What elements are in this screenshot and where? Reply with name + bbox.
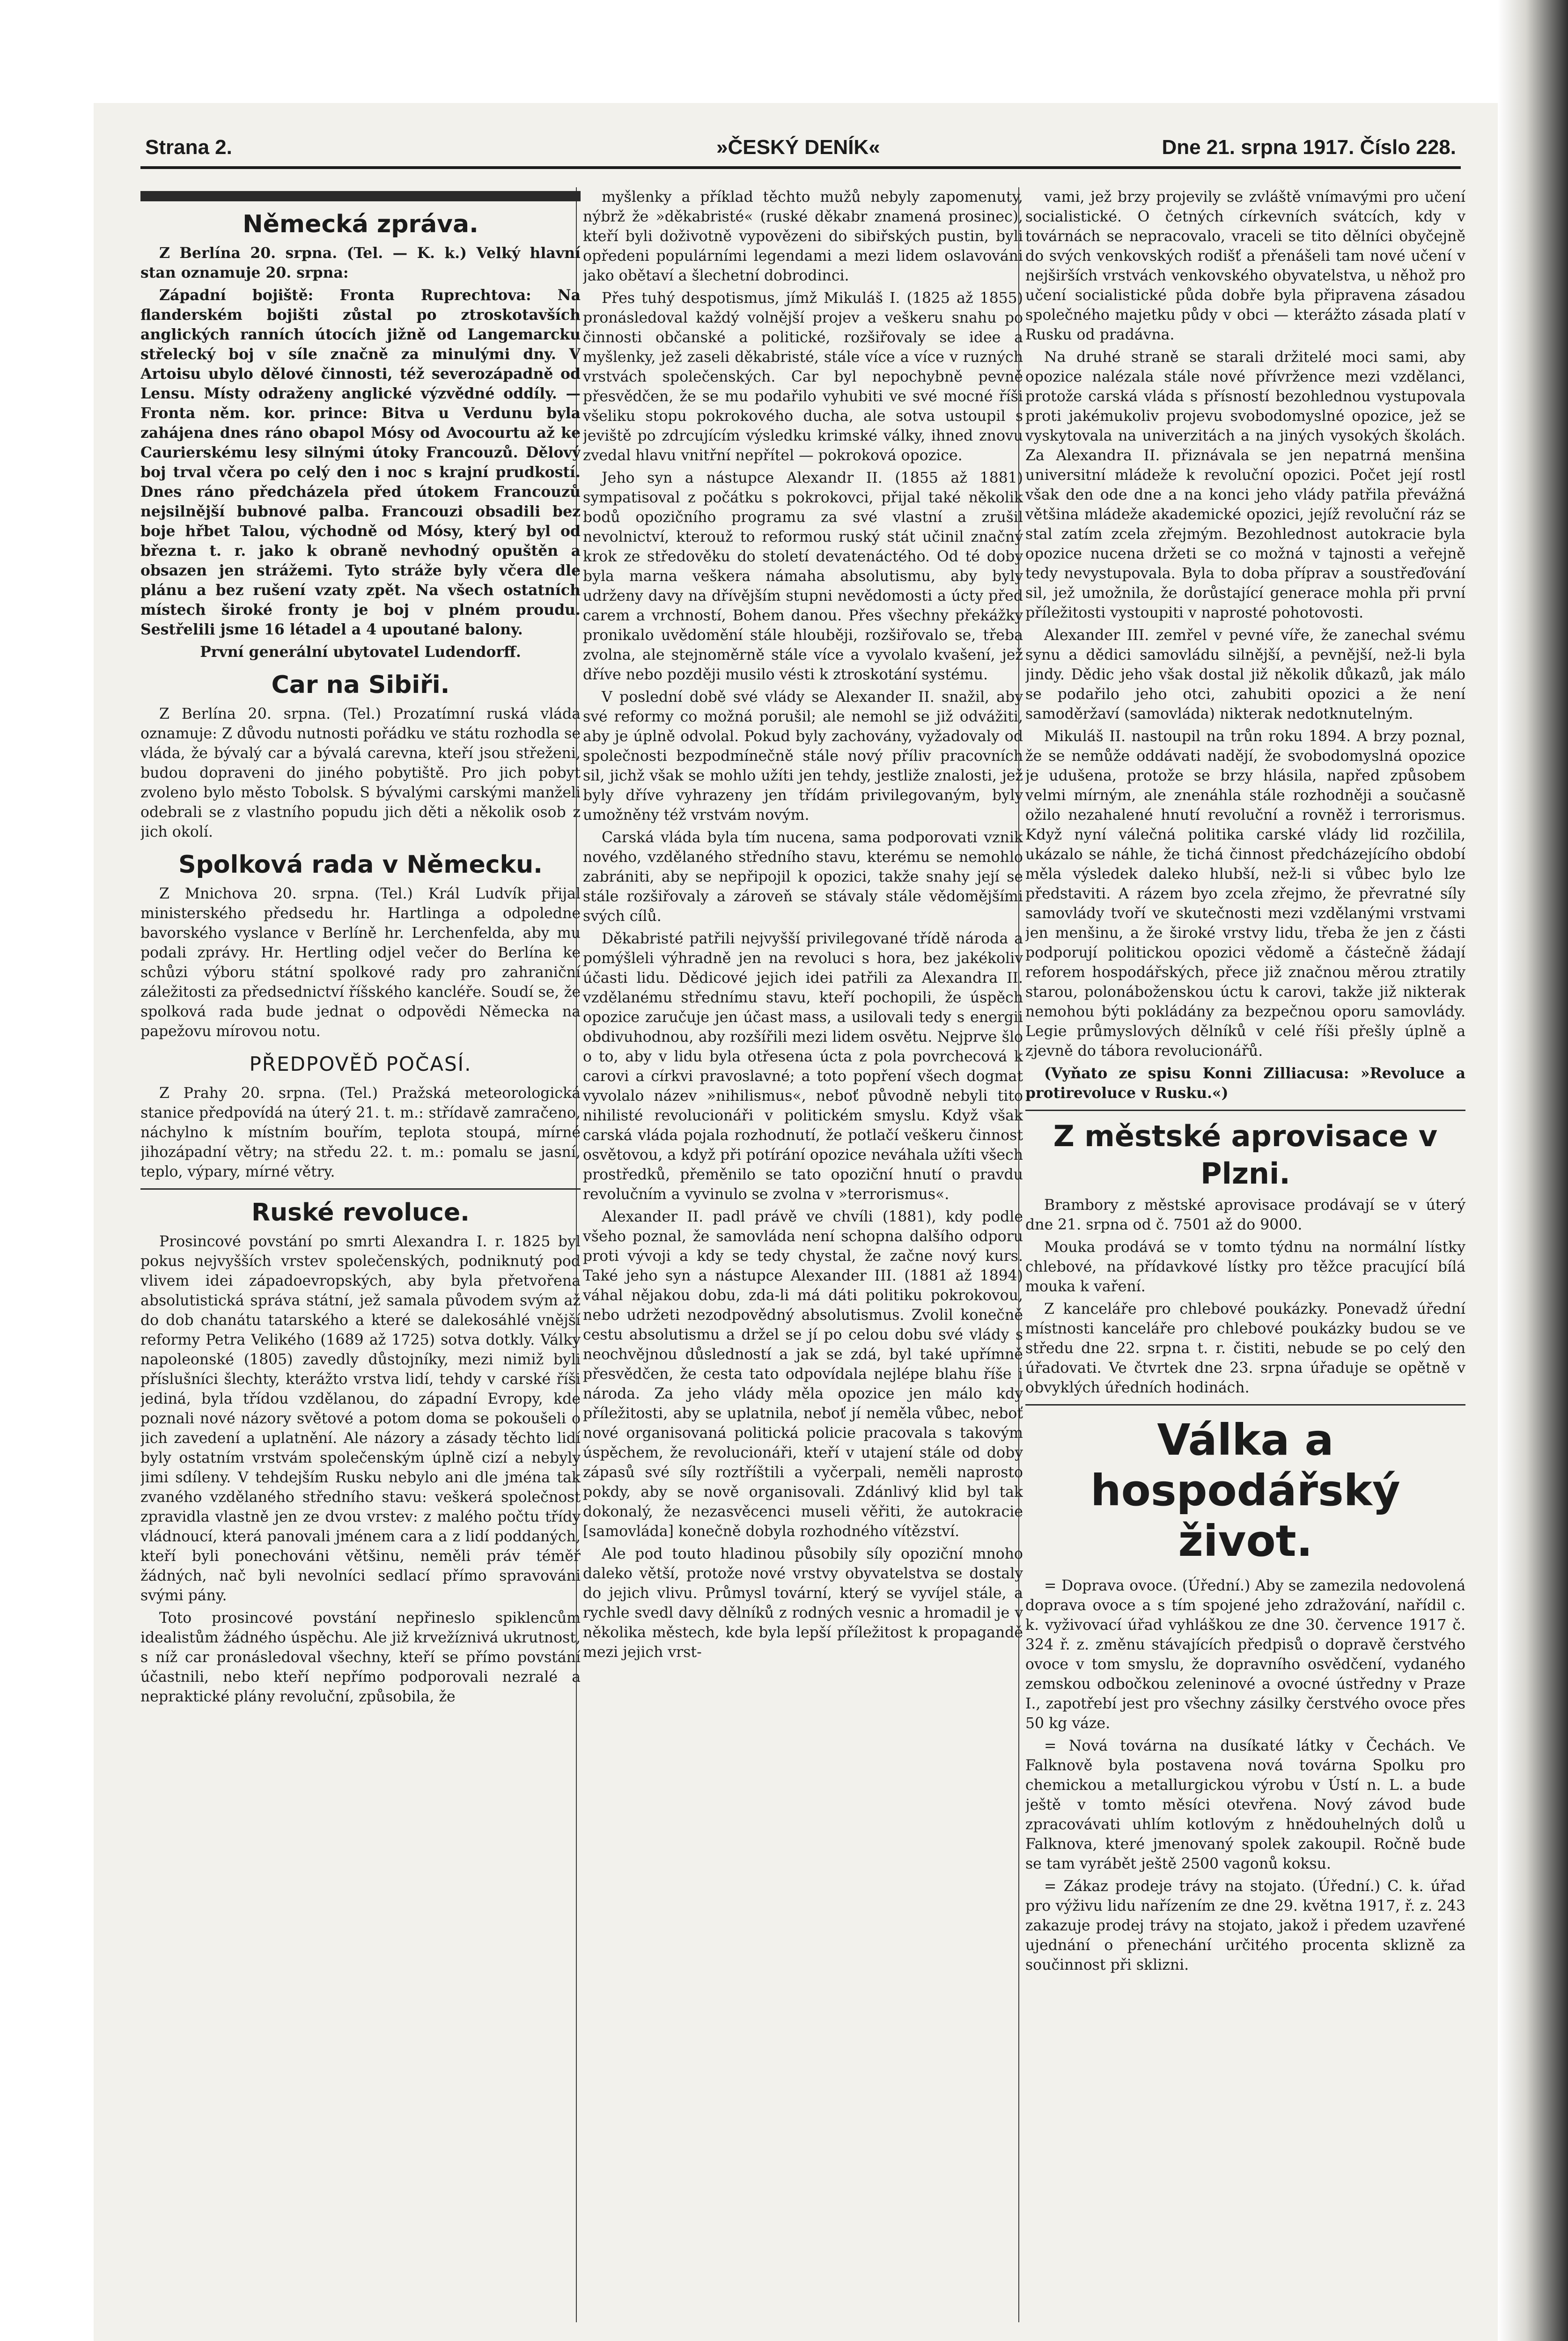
section-title: Car na Sibiři. [271,671,450,699]
column-2 [583,187,1023,2322]
section-title: Z městské aprovisace v Plzni. [1053,1119,1438,1191]
paragraph: vami, jež brzy projevily se zvláště vnímavými pro učení socialistické. O četných církevních svátcích, kdy v továrnách se nepracovalo, vraceli se tito dělníci obyčejně do svých venkovských rodišť a přenášeli tam nové učení v nejširších vrstvách venkovského obyvatelstva, u něhož pro učení socialistické půda dobře byla připravena zásadou společného majetku půdy v obci — kterážto zásada platí v Rusku od pradávna. [1025,189,1465,343]
paragraph: Z kanceláře pro chlebové poukázky. Ponevadž úřední místnosti kanceláře pro chlebové poukázky budou se ve středu dne 22. srpna t. r. čistiti, nebude se po celý den úřadovati. Ve čtvrtek dne 23. srpna úřaduje se opětně v obvyklých úředních hodinách. [1025,1301,1465,1396]
page-number: Strana 2. [145,136,232,159]
section-title: Ruské revoluce. [251,1199,470,1227]
divider [1025,1110,1465,1111]
signature: První generální ubytovatel Ludendorff. [200,643,521,661]
paragraph: Alexander II. padl právě ve chvíli (1881), kdy podle všeho poznal, že samovláda není schopna dalšího odporu proti vývoji a kdy se tedy chystal, že začne nový kurs. Také jeho syn a nástupce Alexander III. (1881 až 1894) váhal nějakou dobu, zda-li má dáti politiku pokrokovou, nebo udržeti nezodpovědný absolutismus. Zvolil konečně cestu absolutismu a držel se jí po celou dobu své vlády s neochvějnou důsledností a jak se zdá, byl také upřímně přesvědčen, že cesta tato odpovídala nejlépe blahu říše i národa. Za jeho vlády měla opozice jen málo kdy příležitosti, aby se uplatnila, neboť jí neměla vůbec, neboť nové organisovaná politická policie pracovala s takovým úspěchem, že revolucionáři, kteří v utajení stále od doby zápasů své síly roztříštili a vyčerpali, neměli naprosto pokdy, aby se nově organisovali. Zdánlivý klid byl tak dokonalý, že nezasvěcenci museli věřiti, že autokracie [samovláda] konečně dobyla rozhodného vítězství. [583,1208,1023,1540]
column-1 [140,187,581,2322]
paragraph: = Nová továrna na dusíkaté látky v Čechách. Ve Falknově byla postavena nová továrna Spolku pro chemickou a metallurgickou výrobu v Ústí n. L. a bude ještě v tomto měsíci otevřena. Nový závod bude zpracovávati uhlím kotlovým z hnědouhelných dolů u Falknova, které jmenovaný spolek zakoupil. Ročně bude se tam vyrábět ještě 2500 vagonů koksu. [1025,1737,1465,1872]
section-title: Německá zpráva. [243,210,478,238]
paragraph: Alexander III. zemřel v pevné víře, že zanechal svému synu a dědici samovládu silnější, a pevnější, než-li byla jindy. Dědic jeho však dostal již několik důkazů, jak málo se podařilo jeho otci, zahubiti opozici a že není samoděržaví (samovláda) nikterak nedotknutelným. [1025,627,1465,722]
paragraph: myšlenky a příklad těchto mužů nebyly zapomenuty, nýbrž že »děkabristé« (ruské děkabr znamená prosinec), kteří byli doživotně vypovězeni do sibiřských pustin, byli opředeni populárními legendami a mezi lidem oslavováni jako obětaví a šlechetní dobrodinci. [583,189,1023,284]
paragraph: Děkabristé patřili nejvyšší privilegované třídě národa a pomýšleli výhradně jen na revoluci s hora, bez jakékoliv účasti lidu. Dědicové jejich idei patřili za Alexandra II. vzdělanému střednímu stavu, kteří pochopili, že úspěch opozice zaručuje jen účast mass, a usilovali tedy s energii obdivuhodnou, aby rozšířili mezi lidem osvětu. Nejprve šlo o to, aby v lidu byla otřesena úcta z pola povrchecová k carovi a církvi pravoslavné; a toto popření všech dogmat vyvolalo název »nihilismus«, neboť původně nebyli tito nihilisté revolucionáři v politickém smyslu. Když však carská vláda pojala rozhodnutí, že potlačí veškeru činnost osvětovou, a když při potírání opozice neváhala užíti všech prostředků, přeměnilo se tato opoziční hnutí o pravdu revolučním a vyvinulo se zvolna v »terrorismus«. [583,930,1023,1203]
section-title: PŘEDPOVĚĎ POČASÍ. [249,1053,472,1075]
paragraph: Mouka prodává se v tomto týdnu na normální lístky chlebové, na přídavkové lístky pro těžce pracující bílá mouka k vaření. [1025,1239,1465,1295]
newspaper-page [94,103,1498,2341]
paragraph: Ale pod touto hladinou působily síly opoziční mnoho daleko větší, protože nové vrstvy obyvatelstva se dostaly do jejich vlivu. Průmysl tovární, který se vyvíjel stále, a rychle svedl davy dělníků z rodných vesnic a hromadil je v několika městech, kde byla lepší příležitost k propagandě mezi jejich vrst- [583,1546,1023,1661]
paragraph: Toto prosincové povstání nepřineslo spiklencům idealistům žádného úspěchu. Ale již krvežíznivá ukrutnost, s níž car pronásledoval všechny, kteří se přímo povstání účastnili, nebo kteří nepřímo podporovali nezralé a nepraktické plány revoluční, způsobila, že [140,1610,581,1705]
paragraph: = Zákaz prodeje trávy na stojato. (Úřední.) C. k. úřad pro výživu lidu nařízením ze dne 29. května 1917, ř. z. 243 zakazuje prodej trávy na stojato, jakož i předem uzavřené ujednání o přenechání určitého procenta sklizně za součinnost při sklizni. [1025,1878,1465,1973]
paragraph: Západní bojiště: Fronta Ruprechtova: Na flanderském bojišti zůstal po ztroskotavších anglických ranních útocích jižně od Langemarcku střelecký boj v síle značně za minulými dny. V Artoisu ubylo dělové činnosti, též severozápadně od Lensu. Místy odraženy anglické výzvědné oddíly. — Fronta něm. kor. prince: Bitva u Verdunu byla zahájena dnes ráno obapol Mósy od Avocourtu až ke Caurierskému lesy silnými útoky Francouzů. Dělový boj trval včera po celý den i noc s krajní prudkostí. Dnes ráno předcházela před útokem Francouzů nejsilnější bubnové palba. Francouzi obsadili bez boje hřbet Talou, východně od Mósy, který byl od března t. r. jako k obraně nevhodný opuštěn a obsazen jen strážemi. Tyto stráže byly včera dle plánu a bez rušení vzaty zpět. Na všech ostatních místech široké fronty je boj v plném proudu. Sestřelili jsme 16 létadel a 4 upoutané balony. [140,287,581,638]
source-note: (Vyňato ze spisu Konni Zilliacusa: »Revoluce a protirevoluce v Rusku.«) [1025,1065,1465,1102]
header-rule [140,166,1461,169]
paragraph: Z Mnichova 20. srpna. (Tel.) Král Ludvík přijal ministerského předsedu hr. Hartlinga a odpoledne bavorského vyslance v Berlíně hr. Lerchenfelda, aby mu podali zprávy. Hr. Hertling odjel večer do Berlína ke schůzi výboru státní spolkové rady pro zahraniční záležitosti za předsednictví říšského kancléře. Soudí se, že spolková rada bude jednat o odpovědi Německa na papežovu mírovou notu. [140,885,581,1040]
paragraph: Z Berlína 20. srpna. (Tel. — K. k.) Velký hlavní stan oznamuje 20. srpna: [140,244,581,281]
paragraph: = Doprava ovoce. (Úřední.) Aby se zamezila nedovolená doprava ovoce a s tím spojené jeho zdražování, nařídil c. k. vyživovací úřad vyhláškou ze dne 30. července 1917 č. 324 ř. z. změnu stávajících předpisů o dopravě čerstvého ovoce v tom smyslu, že dopravního osvědčení, vydaného zemskou odbočkou zeleninové a ovocné ústředny v Praze I., zapotřebí jest pro všechny zásilky čerstvého ovoce přes 50 kg váze. [1025,1577,1465,1732]
paragraph: Mikuláš II. nastoupil na trůn roku 1894. A brzy poznal, že se nemůže oddávati nadějí, že svobodomyslná opozice je udušena, protože se brzy hlásila, napřed způsobem velmi mírným, ale znenáhla stále rozhodněji a současně ožilo nezahalené hnutí revoluční a rovněž i terrorismus. Když nyní válečná politika carské vlády lid rozčilila, ukázalo se náhle, že tichá činnost předcházejícího období měla výsledek daleko hlubší, než-li si vůbec bylo lze představiti. A rázem byo zcela zřejmo, že převratné síly samovlády tvoří ve skutečnosti mezi vzdělanými vrstvami jen menšinu, a že široké vrstvy lidu, třeba že jen z části podporují politickou opozici vědomě a částečně žádají reforem hospodářských, přece již značnou měrou ztratily starou, polonáboženskou úctu k carovi, takže již nikterak nemohou býti pokládány za bezpečnou oporu samovlády. Legie průmyslových dělníků v celé říši přešly úplně a zjevně do tábora revolucionářů. [1025,728,1465,1060]
paragraph: Přes tuhý despotismus, jímž Mikuláš I. (1825 až 1855) pronásledoval každý volnější projev a veškeru snahu po činnosti občanské a politické, rozšiřovaly se idee a myšlenky, jež zaseli děkabristé, stále více a více v ruzných vrstvách společenských. Car byl nepochybně pevně přesvědčen, že se mu podařilo vyhubiti ve své mocné říši všeliku stopu pokrokového ducha, ale sotva ustoupil s jeviště po zdrcujícím výsledku krimské války, ihned znovu zvedal hlavu vnitřní nepřítel — pokroková opozice. [583,290,1023,464]
page-edge [1498,0,1568,2341]
paragraph: Z Prahy 20. srpna. (Tel.) Pražská meteorologická stanice předpovídá na úterý 21. t. m.: střídavě zamračeno, náchylno k místním bouřím, teplota stoupá, mírné jihozápadní větry; na středu 22. t. m.: pomalu se jasní, teplo, výpary, mírné větry. [140,1085,581,1180]
column-3 [1025,187,1465,2322]
paragraph: Z Berlína 20. srpna. (Tel.) Prozatímní ruská vláda oznamuje: Z důvodu nutnosti pořádku ve státu rozhodla se vláda, že bývalý car a bývalá carevna, kteří jsou střeženi, budou dopraveni do jiného pobytiště. Pro jich pobyt zvoleno bylo město Tobolsk. S bývalými carskými manželi odebrali se z vlastního popudu jich děti a několik osob z jich okolí. [140,706,581,840]
section-bar [140,191,581,201]
section-title: Válka a hospodářský život. [1090,1415,1400,1566]
issue-date: Dne 21. srpna 1917. Číslo 228. [1162,136,1456,159]
divider [1025,1404,1465,1406]
paragraph: V poslední době své vlády se Alexander II. snažil, aby své reformy co možná porušil; ale nemohl se již odvážiti, aby je úplně odvolal. Pokud byly zachovány, vyžadovaly od společnosti bezpodmínečně stále nový příliv pracovních sil, jichž však se mohlo užíti jen tehdy, jestliže znalosti, jež byly dříve vyhrazeny jen třídám privilegovaným, byly umožněny též vrstvám novým. [583,689,1023,824]
paragraph: Jeho syn a nástupce Alexandr II. (1855 až 1881) sympatisoval z počátku s pokrokovci, přijal také několik bodů opozičního programu za své vlastní a zrušil nevolnictví, kterouž to reformou ruský stát učinil značný krok ze středověku do století devatenáctého. Od té doby byla marna veškera námaha absolutismu, aby byly udrženy davy na dřívějším stupni nevědomosti a úcty před carem a vrchností, Bohem danou. Přes všechny překážky pronikalo uvědomění stále hlouběji, rozšiřovalo se, třeba zvolna, ale stejnoměrně stále více a vyvolalo kvašení, jež dříve nebo později musilo vésti k ztroskotání systému. [583,470,1023,683]
paragraph: Prosincové povstání po smrti Alexandra I. r. 1825 byl pokus nejvyšších vrstev společenských, podniknutý pod vlivem idei západoevropských, aby byla přetvořena absolutistická správa státní, jež samala původem svým až do dob chanátu tatarského a které se dalekosáhlé vnější reformy Petra Velikého (1689 až 1725) sotva dotkly. Války napoleonské (1805) zavedly důstojníky, mezi nimiž byli příslušníci šlechty, kterážto vrstva lidí, tehdy v carské říši jediná, byla třídou vzdělanou, do západní Evropy, kde poznali nové názory světové a potom doma se pokoušeli o jich zavedení a uplatnění. Ale názory a zásady těchto lidí byly ostatním vrstvám společenským úplně cizí a nebyly jimi sdíleny. V tehdejším Rusku nebylo ani dle jména tak zvaného vzdělaného středního stavu: veškerá společnost zpravidla vlastně jen ze dvou vrstev: z malého počtu třídy vládnoucí, která panovali jménem cara a z lidí poddaných, kteří byli ponechováni většinu, neměli práv téměř žádných, nač byli nevolníci sedlací přímo spravováni svými pány. [140,1233,581,1604]
paragraph: Na druhé straně se starali držitelé moci sami, aby opozice nalézala stále nové přívržence mezi vzdělanci, protože carská vláda s přísností bezohlednou vystupovala proti jakémukoliv projevu svobodomyslné opozice, jež se vyskytovala na univerzitách a na jiných vysokých školách. Za Alexandra II. přiznávala se jen nepatrná menšina universitní mládeže k revoluční opozici. Počet její rostl však den ode dne a na konci jeho vlády patřila převážná většina mládeže akademické opozici, jejíž revoluční ráz se stal zatím zcela zřejmým. Bezohlednost autokracie byla opozice nucena držeti se co možná v tajnosti a veřejně tedy nevystupovala. Byla to doba příprav a soustřeďování sil, jež umožnila, že dorůstající generace mohla při první příležitosti vystoupiti v naprosté pohotovosti. [1025,349,1465,621]
section-title: Spolková rada v Německu. [178,851,543,879]
newspaper-title: »ČESKÝ DENÍK« [716,136,880,159]
divider [140,1188,581,1190]
paragraph: Carská vláda byla tím nucena, sama podporovati vznik nového, vzdělaného středního stavu, kterému se nemohlo zabrániti, aby se nepřipojil k opozici, takže snahy její se stále rozšiřovaly a zároveň se stávaly stále vědomějšími svých cílů. [583,829,1023,925]
paragraph: Brambory z městské aprovisace prodávají se v úterý dne 21. srpna od č. 7501 až do 9000. [1025,1197,1465,1233]
